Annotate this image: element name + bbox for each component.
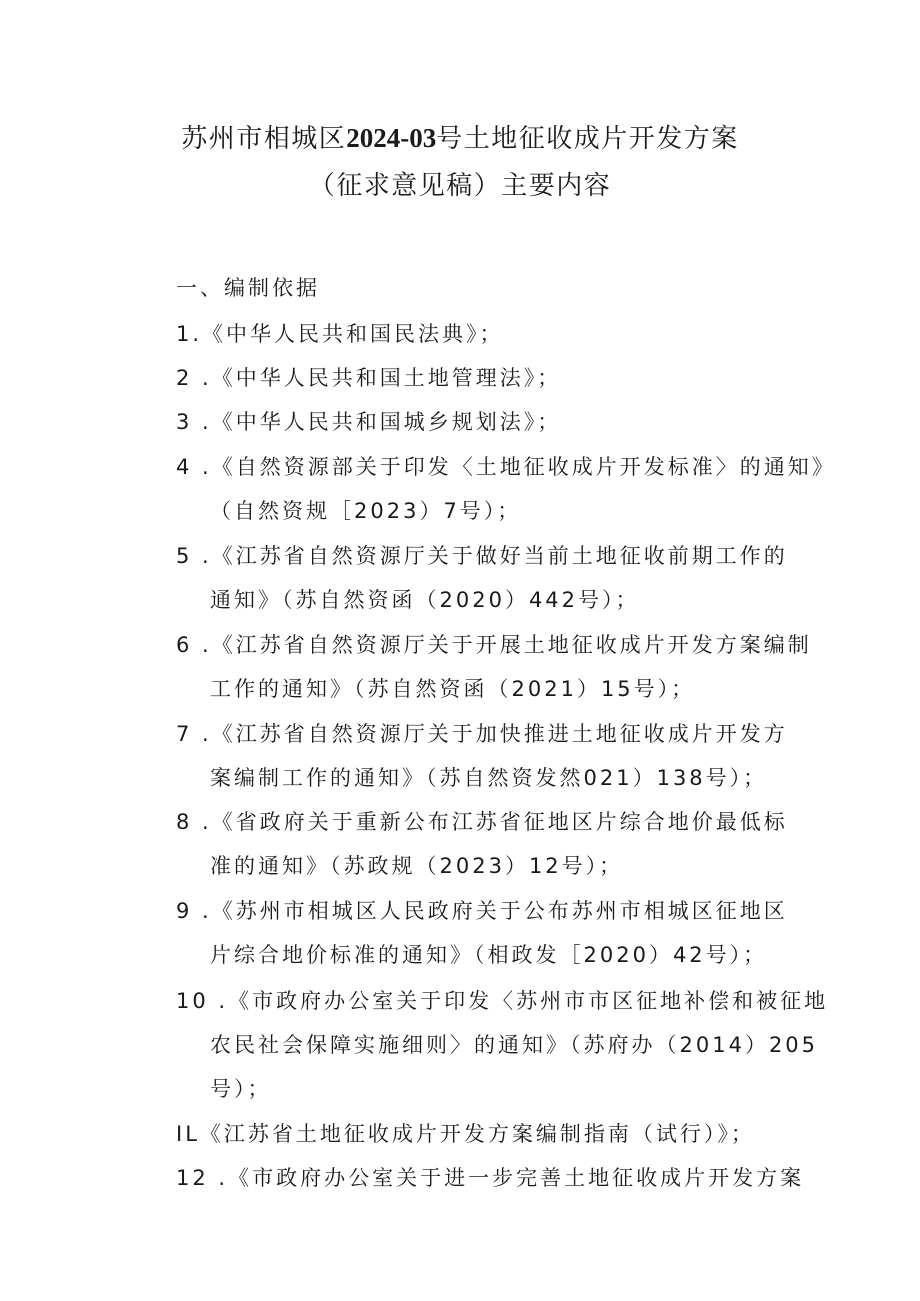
list-item-5-continuation: 通知》（苏自然资函（2020）442号）； bbox=[210, 588, 640, 612]
list-item-7: 7 .《江苏省自然资源厅关于加快推进土地征收成片开发方 bbox=[176, 722, 788, 746]
list-item-3: 3 .《中华人民共和国城乡规划法》； bbox=[176, 410, 562, 434]
list-item-4-continuation: （自然资规［2023）7号）； bbox=[210, 499, 522, 523]
list-item-7-continuation: 案编制工作的通知》（苏自然资发然021）138号）； bbox=[210, 766, 768, 790]
list-item-11: IL《江苏省土地征收成片开发方案编制指南（试行）》； bbox=[176, 1122, 755, 1146]
list-item-5: 5 .《江苏省自然资源厅关于做好当前土地征收前期工作的 bbox=[176, 544, 788, 568]
document-title-line-2: （征求意见稿）主要内容 bbox=[308, 171, 612, 201]
list-item-12: 12 .《市政府办公室关于进一步完善土地征收成片开发方案 bbox=[176, 1166, 805, 1190]
title-suffix: 号土地征收成片开发方案 bbox=[436, 124, 739, 154]
list-item-4: 4 .《自然资源部关于印发〈土地征收成片开发标准〉的通知》 bbox=[176, 455, 836, 479]
list-item-1: 1.《中华人民共和国民法典》； bbox=[176, 322, 504, 346]
list-item-8: 8 .《省政府关于重新公布江苏省征地区片综合地价最低标 bbox=[176, 810, 788, 834]
list-item-9-continuation: 片综合地价标准的通知》（相政发［2020）42号）； bbox=[210, 943, 768, 967]
section-heading: 一、编制依据 bbox=[176, 276, 320, 300]
list-item-10: 10 .《市政府办公室关于印发〈苏州市市区征地补偿和被征地 bbox=[176, 989, 829, 1013]
list-item-6: 6 .《江苏省自然资源厅关于开展土地征收成片开发方案编制 bbox=[176, 633, 812, 657]
list-item-10-continuation-2: 号）； bbox=[210, 1077, 272, 1101]
list-item-2: 2 .《中华人民共和国土地管理法》； bbox=[176, 366, 562, 390]
list-item-6-continuation: 工作的通知》（苏自然资函（2021）15号）； bbox=[210, 677, 696, 701]
list-item-10-continuation: 农民社会保障实施细则〉的通知》（苏府办（2014）205 bbox=[210, 1033, 819, 1057]
list-item-9: 9 .《苏州市相城区人民政府关于公布苏州市相城区征地区 bbox=[176, 899, 788, 923]
document-title-line-1 bbox=[0, 118, 920, 155]
title-prefix: 苏州市相城区 bbox=[181, 124, 347, 154]
title-number: 2024-03 bbox=[346, 123, 437, 153]
list-item-8-continuation: 准的通知》（苏政规（2023）12号）； bbox=[210, 854, 624, 878]
